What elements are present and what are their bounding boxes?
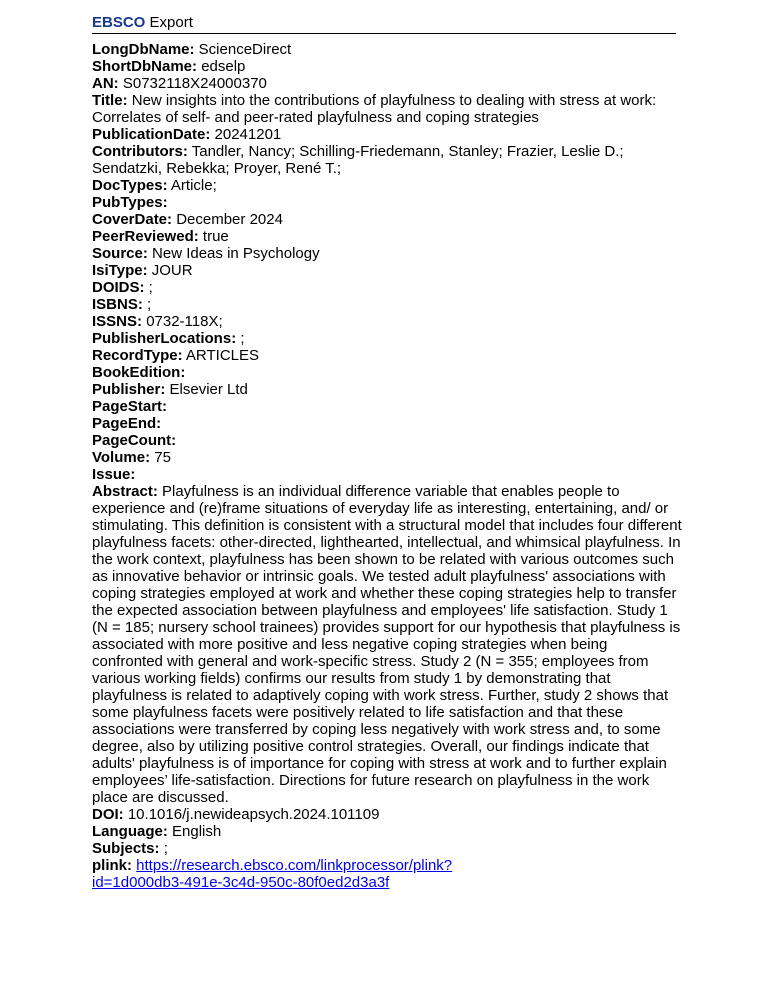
field-key: PageStart: (92, 398, 168, 415)
field-value: English (172, 823, 222, 840)
field-key: DOI: (92, 806, 124, 823)
field-row (92, 432, 682, 449)
field-value: true (202, 228, 229, 245)
field-value: ScienceDirect (198, 41, 292, 58)
field-value: New Ideas in Psychology (152, 245, 320, 262)
field-value: New insights into the contributions of playfulness to dealing with stress at work: Correlates of self- and peer-rated playfulness and coping strategies (92, 92, 657, 126)
field-key: PageEnd: (92, 415, 162, 432)
field-value: ARTICLES (185, 347, 260, 364)
record-fields (92, 41, 682, 891)
field-row (92, 41, 682, 58)
field-value: ; (163, 840, 168, 857)
field-row (92, 415, 682, 432)
field-row (92, 143, 682, 177)
field-key: Abstract: (92, 483, 158, 500)
field-key: AN: (92, 75, 119, 92)
field-row (92, 92, 682, 126)
field-value: 0732-118X; (146, 313, 223, 330)
ebsco-logo: EBSCO (92, 14, 146, 31)
field-value: S0732118X24000370 (122, 75, 267, 92)
plink-field (92, 857, 682, 891)
field-value: JOUR (151, 262, 193, 279)
field-key: LongDbName: (92, 41, 195, 58)
field-key: plink: (92, 857, 132, 874)
field-value: Article; (170, 177, 217, 194)
plink-line1: https://research.ebsco.com/linkprocessor/plink? (136, 857, 453, 874)
field-row (92, 211, 682, 228)
export-header (92, 14, 676, 34)
field-row (92, 823, 682, 840)
field-row (92, 806, 682, 823)
field-row (92, 840, 682, 857)
field-key: PublisherLocations: (92, 330, 237, 347)
field-key: Source: (92, 245, 148, 262)
field-value: ; (240, 330, 245, 347)
field-row (92, 296, 682, 313)
header-title: Export (149, 14, 193, 31)
field-key: Title: (92, 92, 128, 109)
field-key: PeerReviewed: (92, 228, 199, 245)
field-row (92, 381, 682, 398)
field-row (92, 126, 682, 143)
field-row (92, 58, 682, 75)
field-row (92, 279, 682, 296)
field-row (92, 330, 682, 347)
field-key: Language: (92, 823, 168, 840)
field-value: December 2024 (176, 211, 283, 228)
field-row (92, 194, 682, 211)
field-key: ShortDbName: (92, 58, 198, 75)
field-key: Volume: (92, 449, 151, 466)
field-row (92, 313, 682, 330)
field-key: Issue: (92, 466, 136, 483)
field-row (92, 483, 682, 806)
field-row (92, 262, 682, 279)
field-row (92, 364, 682, 381)
field-value: Elsevier Ltd (169, 381, 248, 398)
field-key: CoverDate: (92, 211, 173, 228)
field-row (92, 466, 682, 483)
field-row (92, 177, 682, 194)
field-key: Publisher: (92, 381, 166, 398)
field-value: ; (148, 279, 153, 296)
field-value: 20241201 (214, 126, 282, 143)
field-key: ISSNS: (92, 313, 143, 330)
field-key: ISBNS: (92, 296, 143, 313)
field-key: PublicationDate: (92, 126, 211, 143)
field-value: edselp (201, 58, 246, 75)
field-value: ; (147, 296, 152, 313)
field-row (92, 449, 682, 466)
field-row (92, 347, 682, 364)
field-key: IsiType: (92, 262, 148, 279)
field-row (92, 228, 682, 245)
field-value: 10.1016/j.newideapsych.2024.101109 (127, 806, 380, 823)
plink-link[interactable] (92, 857, 452, 891)
field-row (92, 245, 682, 262)
field-key: DOIDS: (92, 279, 145, 296)
field-key: PageCount: (92, 432, 177, 449)
field-key: BookEdition: (92, 364, 186, 381)
field-value: Playfulness is an individual difference variable that enables people to experience and (re)frame situations of everyday life as interesting, entertaining, and/ or stimulating. This definition is consistent with a structural model that includes four different playfulness facets: other-directed, lighthearted, intellectual, and whimsical playfulness. In the work context, playfulness has been shown to be related with various outcomes such as innovative behavior or intrinsic goals. We tested adult playfulness' associations with coping strategies employed at work and whether these coping strategies help to transfer the expected association between playfulness and employees' life satisfaction. Study 1 (N = 185; nursery school trainees) provides support for our hypothesis that playfulness is associated with more positive and less negative coping strategies when being confronted with general and work-specific stress. Study 2 (N = 355; employees from various working fields) confirms our results from study 1 by demonstrating that playfulness is related to adaptively coping with work stress. Further, study 2 shows that some playfulness facets were positively related to life satisfaction and that these associations were transferred by coping less negatively with work stress and, to some degree, also by utilizing positive control strategies. Overall, our findings indicate that adults' playfulness is of importance for coping with stress at work and to further explain employees’ life-satisfaction. Directions for future research on playfulness in the work place are discussed. (92, 483, 682, 806)
field-value: Tandler, Nancy; Schilling-Friedemann, Stanley; Frazier, Leslie D.; Sendatzki, Rebekka; Proyer, René T.; (92, 143, 624, 177)
plink-line2: id=1d000db3-491e-3c4d-950c-80f0ed2d3a3f (92, 874, 390, 891)
field-key: DocTypes: (92, 177, 168, 194)
field-key: RecordType: (92, 347, 183, 364)
field-key: Contributors: (92, 143, 188, 160)
field-value: 75 (154, 449, 171, 466)
field-row (92, 398, 682, 415)
field-row (92, 75, 682, 92)
field-key: Subjects: (92, 840, 160, 857)
field-key: PubTypes: (92, 194, 168, 211)
